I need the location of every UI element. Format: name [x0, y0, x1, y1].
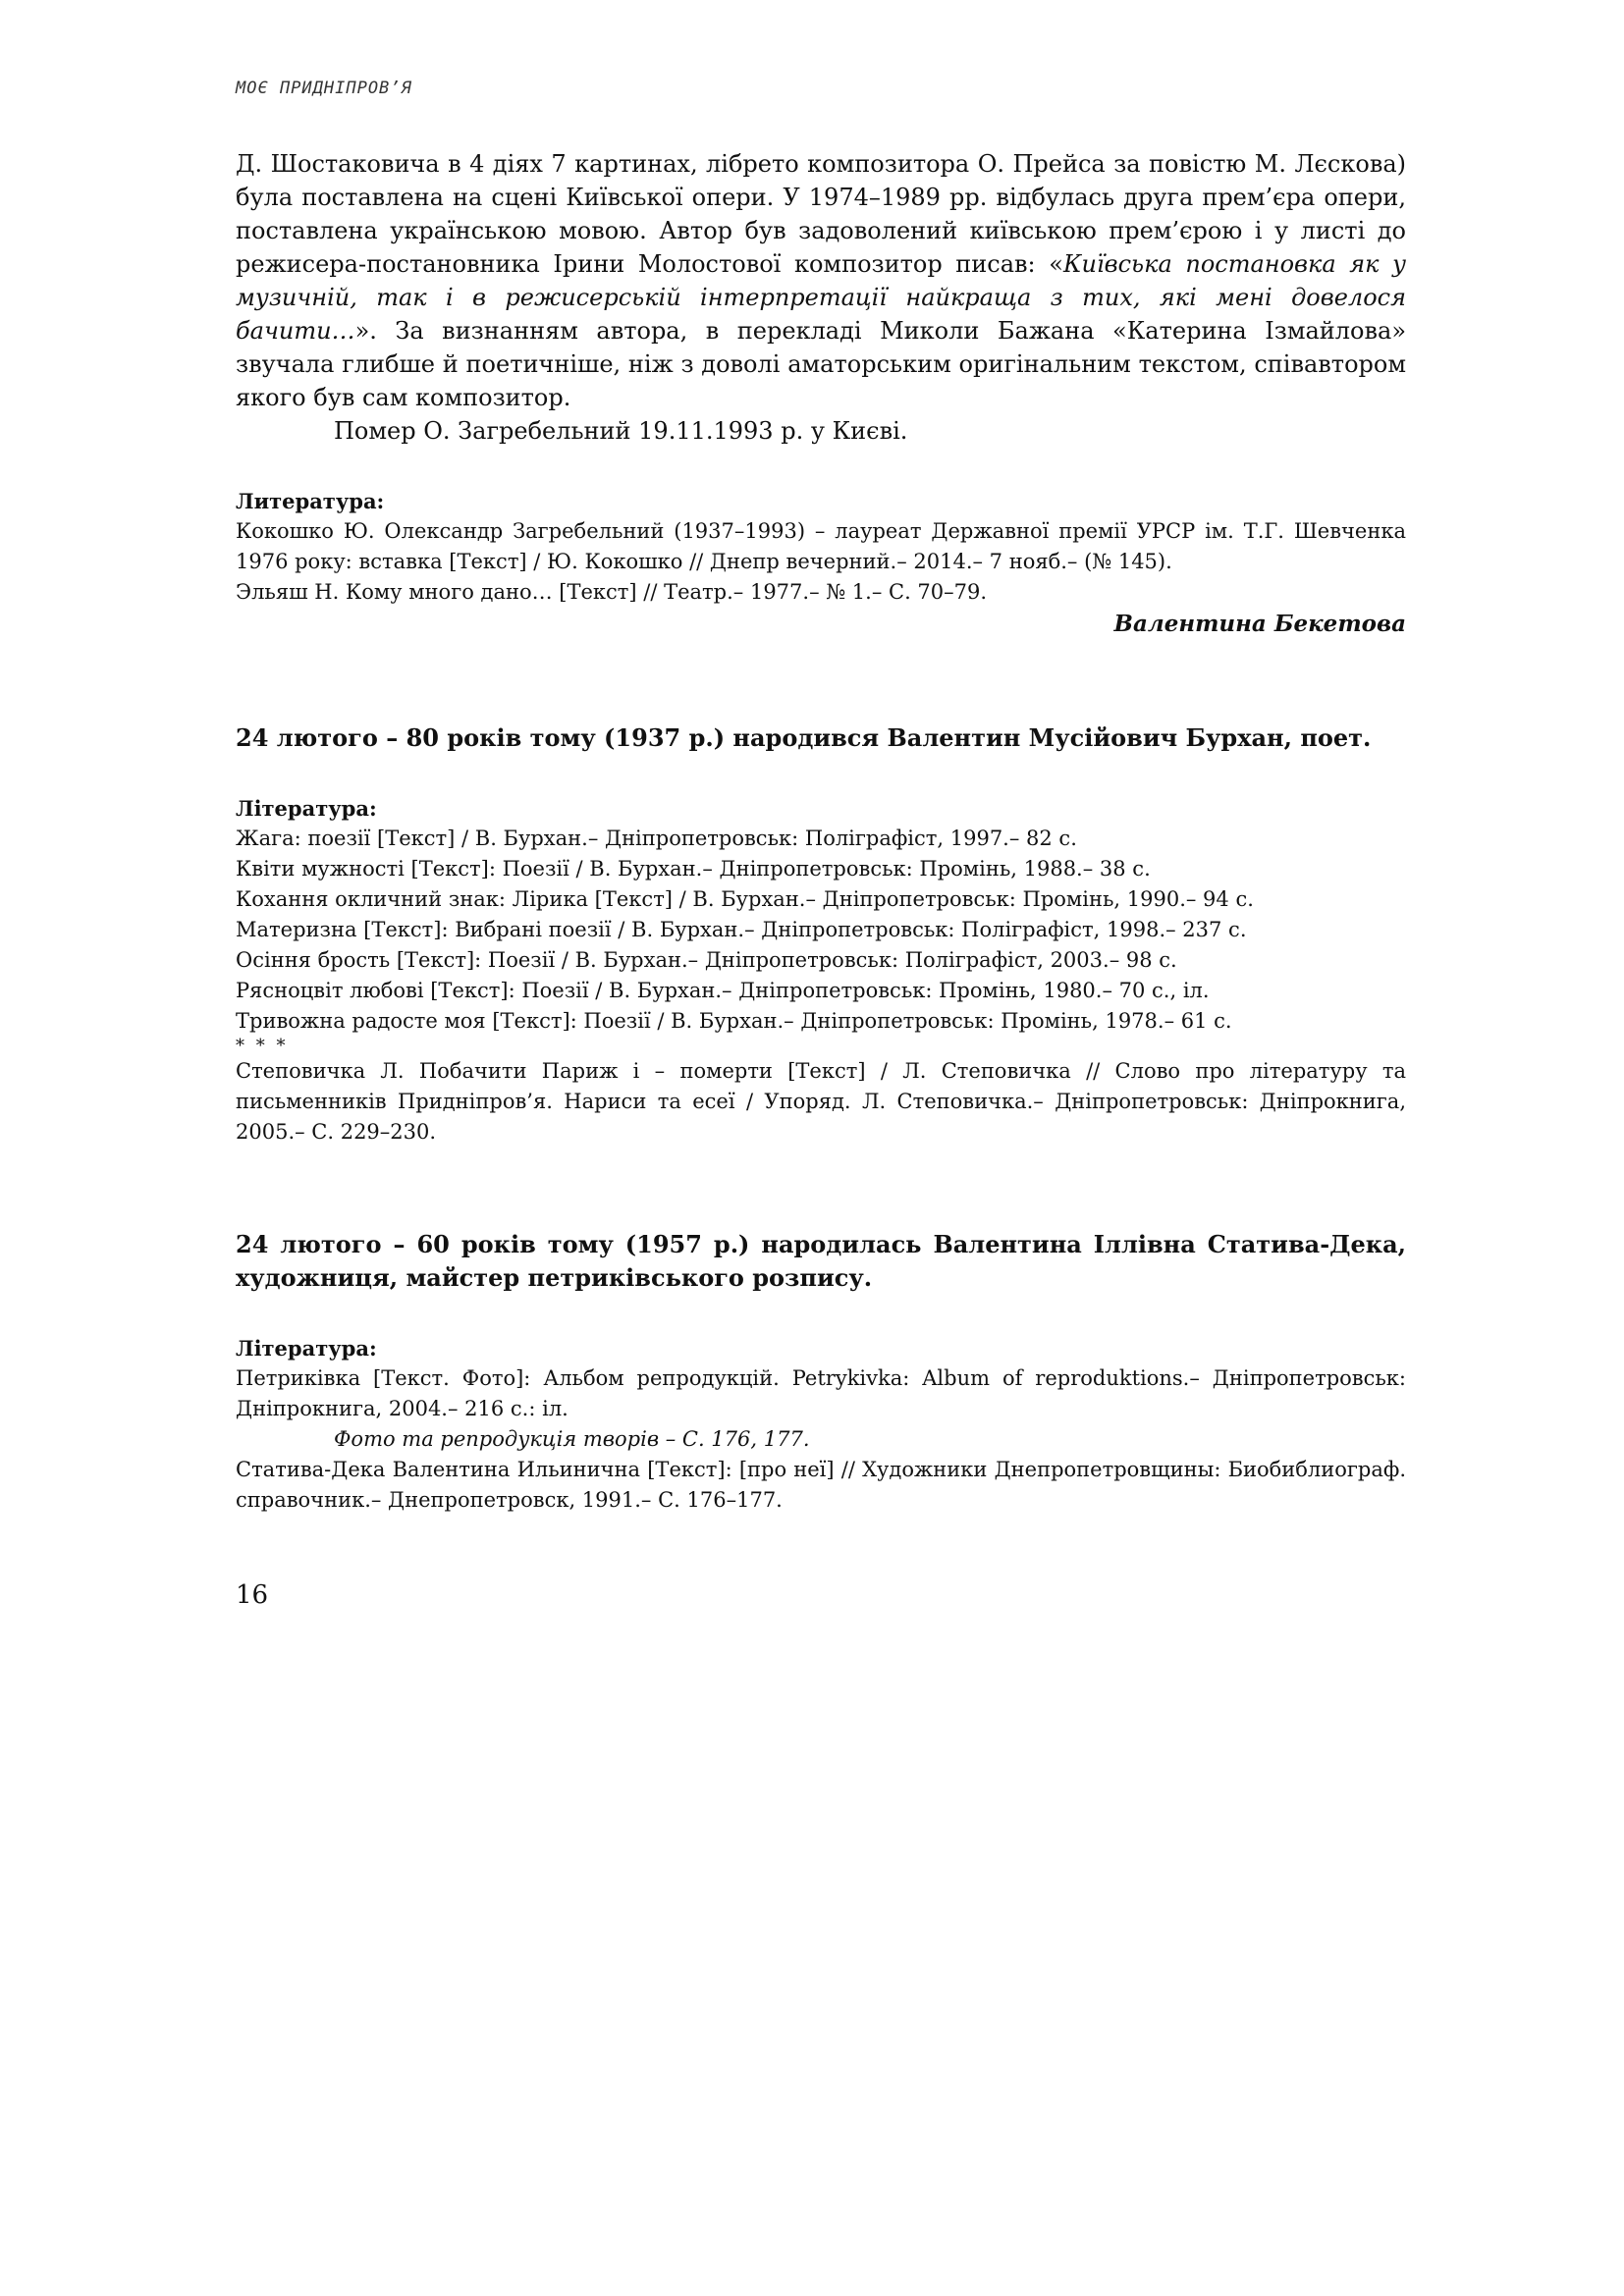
- composer-quote: Київська постановка як у музичній, так і в режисерській інтерпретації найкраща з тих, які мені довелося бачити…: [236, 250, 1406, 345]
- reference-item: Жага: поезії [Текст] / В. Бурхан.– Дніпропетровськ: Поліграфіст, 1997.– 82 с.: [236, 827, 1077, 850]
- reference-note: Фото та репродукція творів – С. 176, 177.: [334, 1427, 810, 1451]
- literature-heading-burkhan: Література:: [236, 796, 377, 821]
- reference-item: Эльяш Н. Кому много дано… [Текст] // Театр.– 1977.– № 1.– С. 70–79.: [236, 580, 988, 604]
- death-note: Помер О. Загребельний 19.11.1993 р. у Києві.: [334, 417, 908, 445]
- reference-item: Кокошко Ю. Олександр Загребельний (1937–1993) – лауреат Державної премії УРСР ім. Т.Г. Шевченка 1976 року: вставка [Текст] / Ю. Кокошко // Днепр вечерний.– 2014.– 7 нояб.– (№ 145).: [236, 519, 1406, 573]
- reference-item: Квіти мужності [Текст]: Поезії / В. Бурхан.– Дніпропетровськ: Промінь, 1988.– 38 с.: [236, 857, 1151, 881]
- literature-heading-stativa: Література:: [236, 1336, 377, 1361]
- reference-item: Кохання окличний знак: Лірика [Текст] / В. Бурхан.– Дніпропетровськ: Промінь, 1990.– 94 с.: [236, 887, 1254, 911]
- section-title-burkhan: 24 лютого – 80 років тому (1937 р.) народився Валентин Мусійович Бурхан, поет.: [236, 723, 1372, 752]
- intro-text-before-quote: Д. Шостаковича в 4 діях 7 картинах, лібрето композитора О. Прейса за повістю М. Лєскова) була поставлена на сцені Київської опери. У 1974–1989 рр. відбулась друга прем’єра опери, поставлена українською мовою. Автор був задоволений київською прем’єрою і у листі до режисера-постановника Ірини Молостової композитор писав: «: [236, 150, 1406, 278]
- section-title-stativa: 24 лютого – 60 років тому (1957 р.) народилась Валентина Іллівна Статива-Дека, художниця, майстер петриківського розпису.: [236, 1230, 1406, 1292]
- reference-item: Статива-Дека Валентина Ильинична [Текст]: [про неї] // Художники Днепропетровщины: Биобиблиограф. справочник.– Днепропетровск, 1991.– С. 176–177.: [236, 1458, 1406, 1512]
- reference-item: Рясноцвіт любові [Текст]: Поезії / В. Бурхан.– Дніпропетровськ: Промінь, 1980.– 70 с., іл.: [236, 979, 1210, 1002]
- separator-asterisks: * * *: [236, 1036, 289, 1056]
- reference-item: Степовичка Л. Побачити Париж і – померти [Текст] / Л. Степовичка // Слово про літературу та письменників Придніпров’я. Нариси та есеї / Упоряд. Л. Степовичка.– Дніпропетровськ: Дніпрокнига, 2005.– С. 229–230.: [236, 1059, 1406, 1144]
- intro-paragraph: [236, 147, 1406, 414]
- reference-item: Материзна [Текст]: Вибрані поезії / В. Бурхан.– Дніпропетровськ: Поліграфіст, 1998.– 237 с.: [236, 918, 1247, 941]
- reference-item: Осіння брость [Текст]: Поезії / В. Бурхан.– Дніпропетровськ: Поліграфіст, 2003.– 98 с.: [236, 948, 1177, 972]
- intro-text-after-quote: ». За визнанням автора, в перекладі Миколи Бажана «Катерина Ізмайлова» звучала глибше й поетичніше, ніж з доволі аматорським оригінальним текстом, співавтором якого був сам композитор.: [236, 317, 1406, 411]
- page-number: 16: [236, 1580, 269, 1610]
- literature-heading-intro: Литература:: [236, 489, 385, 513]
- document-page: [236, 79, 1406, 1516]
- running-header: МОЄ ПРИДНІПРОВ’Я: [236, 79, 412, 98]
- author-signature: Валентина Бекетова: [1113, 611, 1406, 637]
- reference-item: Петриківка [Текст. Фото]: Альбом репродукцій. Petrykivka: Album of reproduktions.– Дніпропетровськ: Дніпрокнига, 2004.– 216 с.: іл.: [236, 1366, 1406, 1420]
- reference-item: Тривожна радосте моя [Текст]: Поезії / В. Бурхан.– Дніпропетровськ: Промінь, 1978.– 61 с.: [236, 1009, 1232, 1033]
